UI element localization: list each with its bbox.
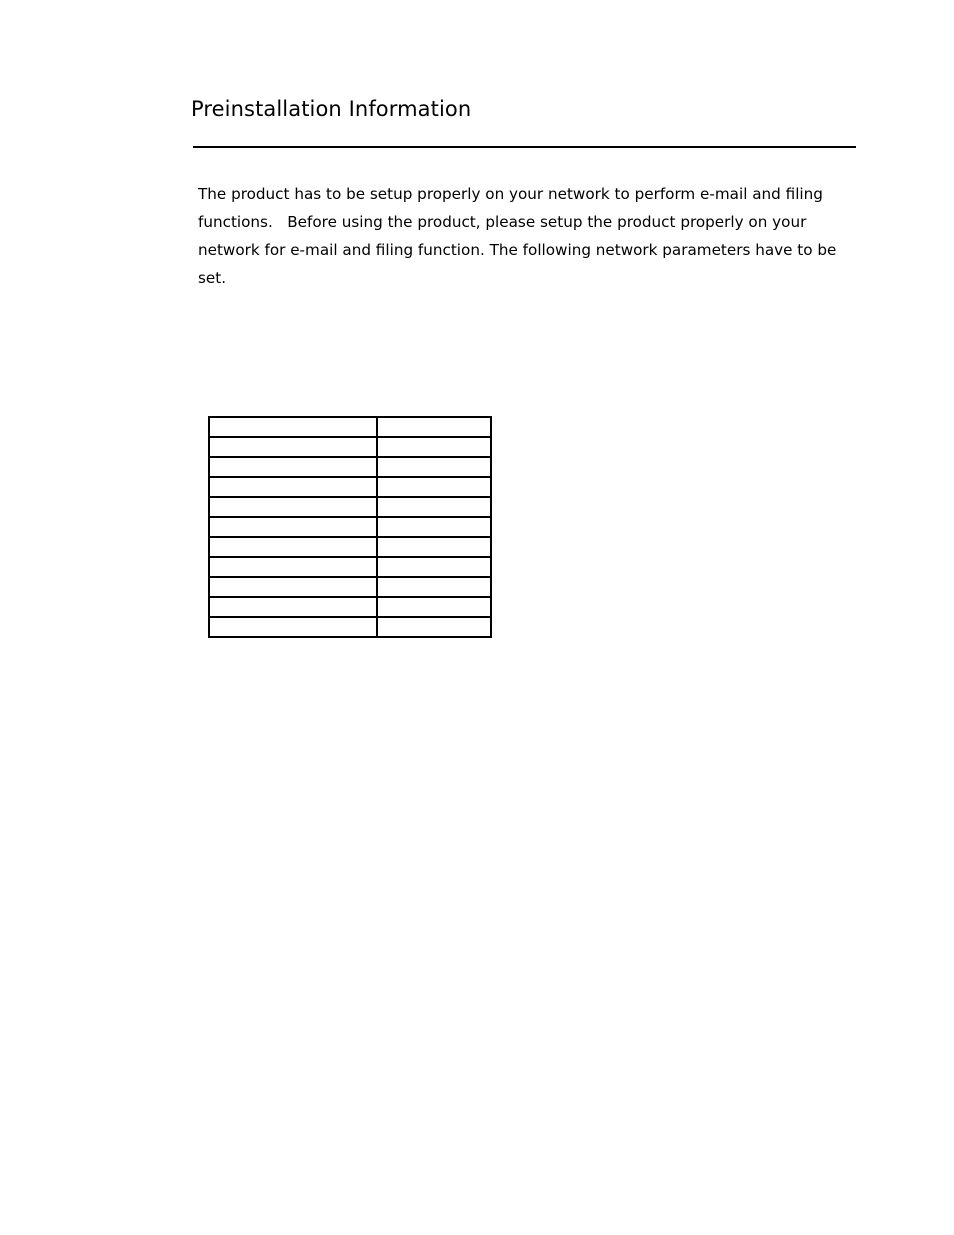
intro-paragraph: The product has to be setup properly on your network to perform e-mail and filing functions. Before using the product, please setup the product properly on your network for e-mail and filing function. The following network parameters have to be set.	[198, 185, 837, 287]
parameter-value-cell	[377, 577, 491, 597]
table-row	[209, 557, 491, 577]
network-parameters-table	[208, 416, 492, 638]
parameter-name-cell	[209, 517, 377, 537]
parameter-name-cell	[209, 437, 377, 457]
table-row	[209, 497, 491, 517]
parameter-name-cell	[209, 557, 377, 577]
page-title: Preinstallation Information	[191, 97, 472, 121]
parameter-value-cell	[377, 497, 491, 517]
table-row	[209, 417, 491, 437]
table-row	[209, 477, 491, 497]
parameter-value-cell	[377, 437, 491, 457]
parameter-value-cell	[377, 517, 491, 537]
parameter-value-cell	[377, 457, 491, 477]
table-row	[209, 617, 491, 637]
parameter-name-cell	[209, 597, 377, 617]
table-row	[209, 577, 491, 597]
table-row	[209, 517, 491, 537]
table-body	[209, 417, 491, 637]
parameter-value-cell	[377, 557, 491, 577]
table-row	[209, 537, 491, 557]
title-divider	[193, 146, 856, 148]
table-row	[209, 597, 491, 617]
parameter-value-cell	[377, 417, 491, 437]
parameter-value-cell	[377, 537, 491, 557]
table-row	[209, 437, 491, 457]
parameter-value-cell	[377, 597, 491, 617]
parameter-name-cell	[209, 477, 377, 497]
parameter-name-cell	[209, 417, 377, 437]
parameter-name-cell	[209, 457, 377, 477]
parameter-value-cell	[377, 617, 491, 637]
parameter-name-cell	[209, 537, 377, 557]
parameter-value-cell	[377, 477, 491, 497]
parameter-name-cell	[209, 617, 377, 637]
table-row	[209, 457, 491, 477]
parameter-name-cell	[209, 497, 377, 517]
parameter-name-cell	[209, 577, 377, 597]
